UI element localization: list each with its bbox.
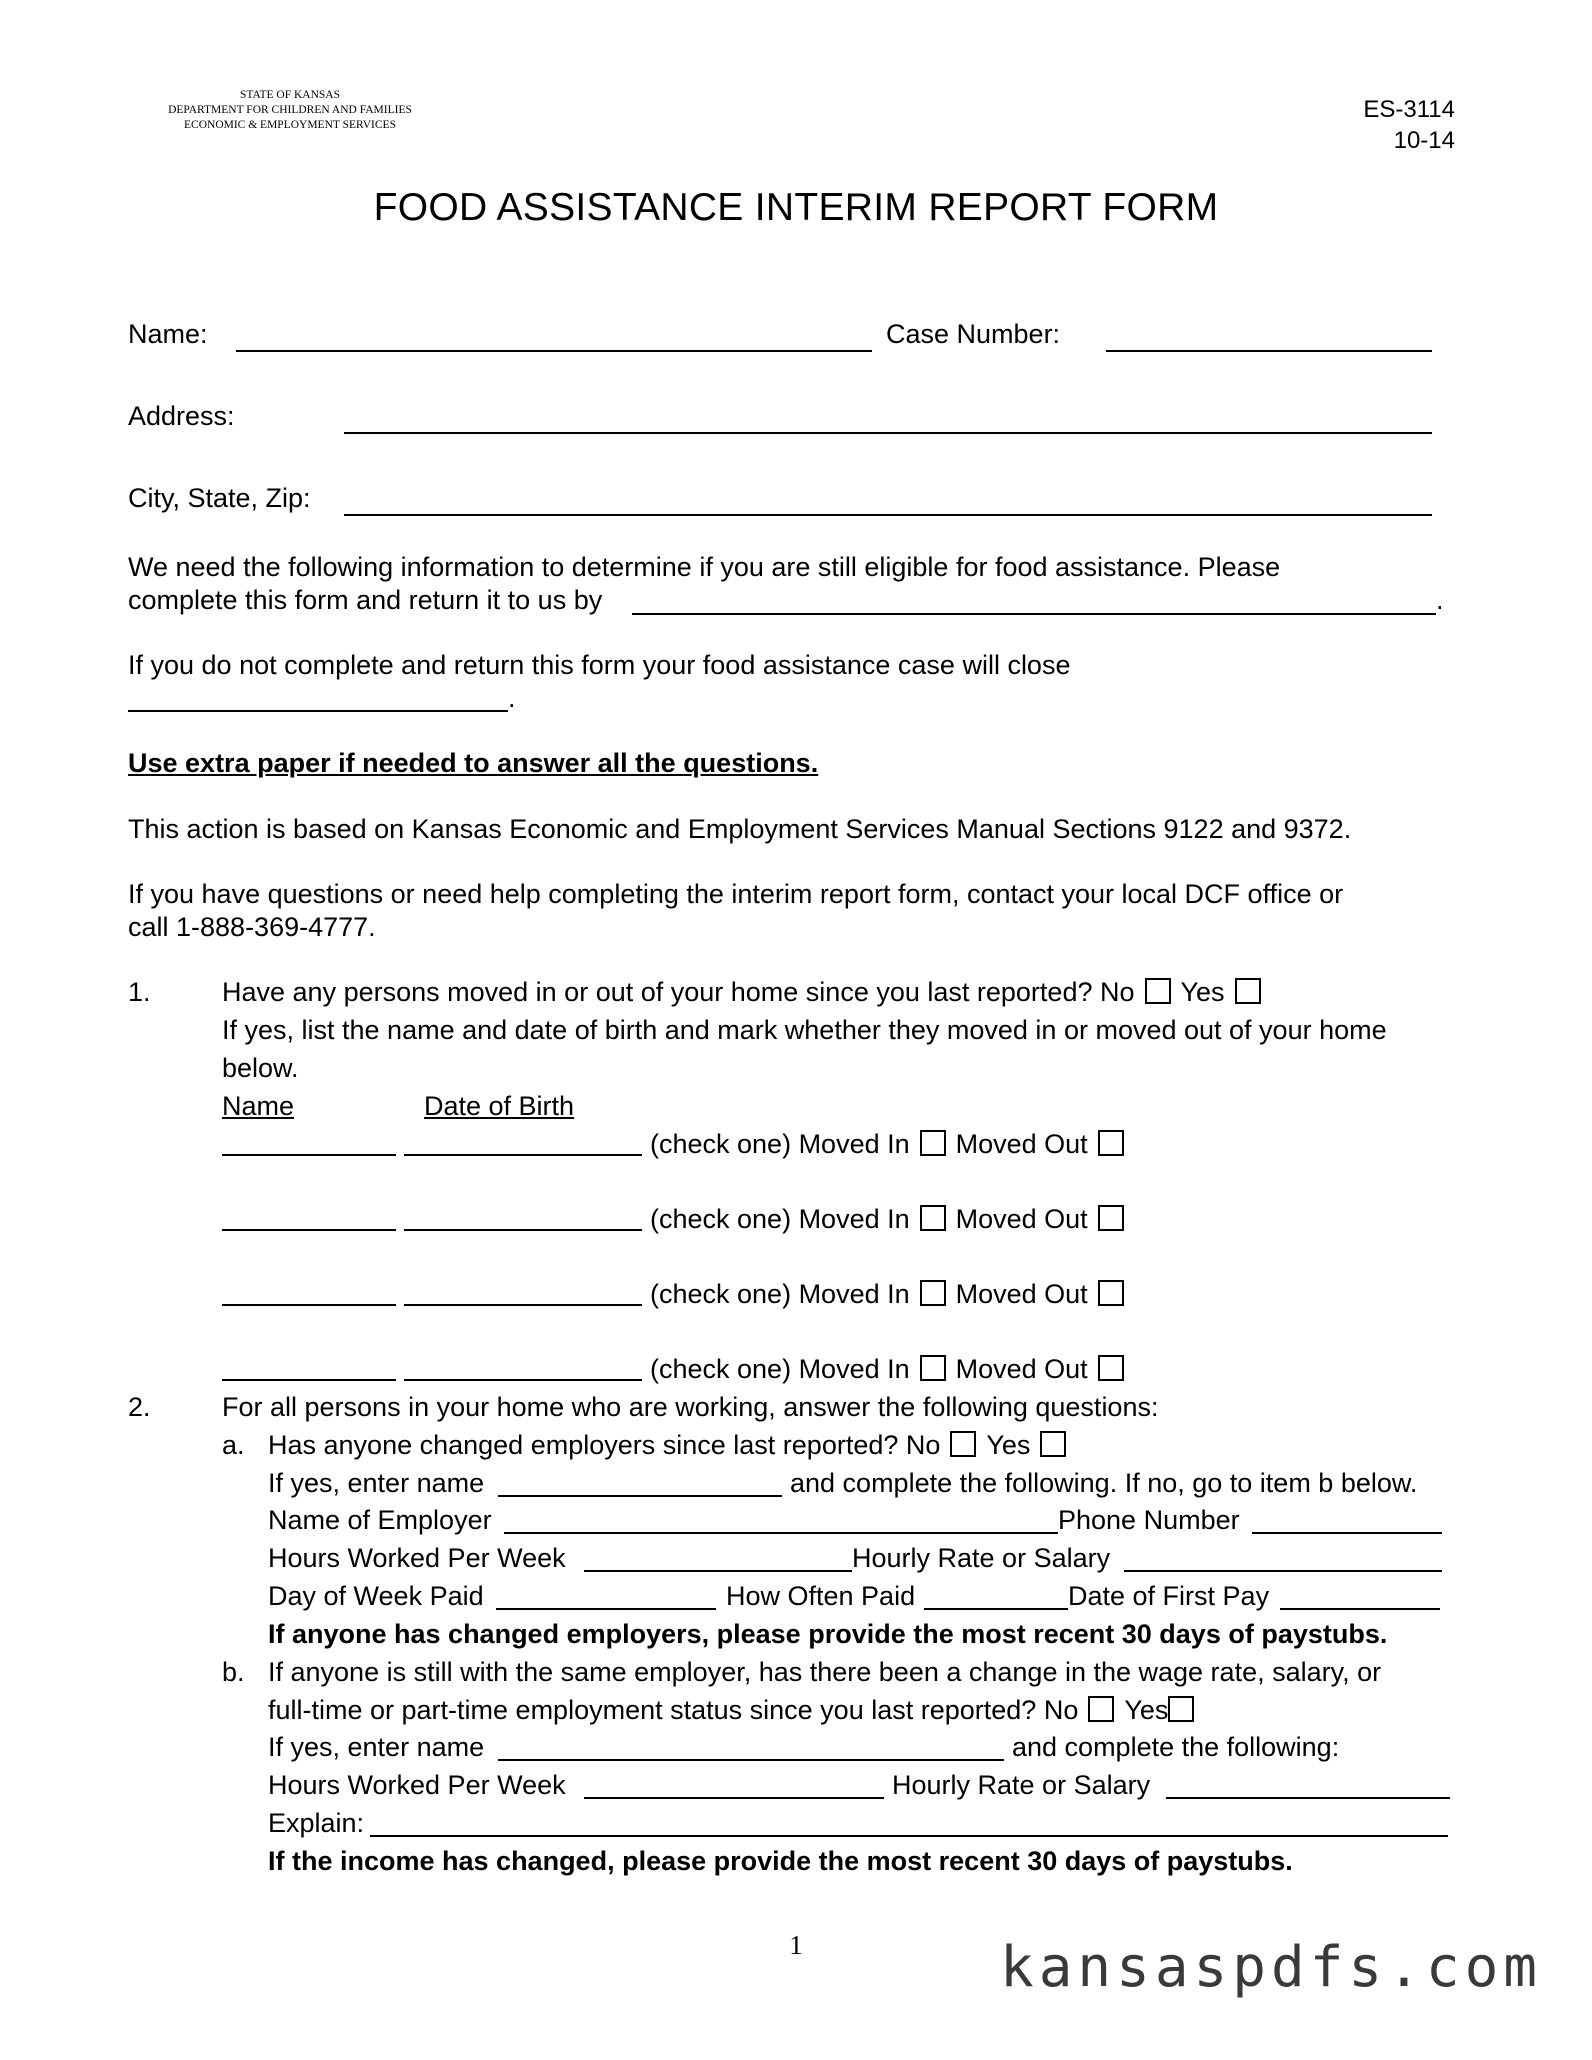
help-text-line1: If you have questions or need help completing the interim report form, contact your local DCF office or [128, 879, 1344, 909]
q2a-question-text: Has anyone changed employers since last reported? No [268, 1430, 941, 1460]
q1-row2-name-field[interactable] [222, 1203, 396, 1231]
q1-row4-name-field[interactable] [222, 1353, 396, 1381]
intro-text-line2: complete this form and return it to us by [128, 585, 603, 615]
agency-division: ECONOMIC & EMPLOYMENT SERVICES [184, 119, 396, 131]
q2a-ifyes-label: If yes, enter name [268, 1468, 485, 1498]
q2a-paystubs-note: If anyone has changed employers, please provide the most recent 30 days of paystubs. [268, 1619, 1388, 1649]
explain-label: Explain: [268, 1808, 365, 1838]
hours-worked-label: Hours Worked Per Week [268, 1543, 566, 1573]
q1-row2-dob-field[interactable] [404, 1203, 642, 1231]
q1-row3-moved-in-label: (check one) Moved In [650, 1279, 910, 1309]
q1-row2-moved-in-label: (check one) Moved In [650, 1204, 910, 1234]
q2b-hours-field[interactable] [584, 1769, 884, 1799]
case-close-date-field[interactable] [128, 682, 508, 712]
agency-header [140, 88, 440, 133]
q2a-yes-label: Yes [986, 1430, 1031, 1460]
q1-instructions-line2: below. [222, 1053, 299, 1083]
employer-name-label: Name of Employer [268, 1505, 492, 1535]
page-title: FOOD ASSISTANCE INTERIM REPORT FORM [373, 186, 1219, 229]
hours-worked-field[interactable] [584, 1542, 852, 1572]
q1-row2-moved-in-checkbox[interactable] [920, 1205, 946, 1231]
q1-question-text: Have any persons moved in or out of your home since you last reported? No [222, 977, 1135, 1007]
q1-no-checkbox[interactable] [1145, 978, 1171, 1004]
form-id [1363, 94, 1455, 156]
q1-row1-check [650, 1128, 1134, 1160]
q2b-no-checkbox[interactable] [1088, 1696, 1114, 1722]
q1-row1-dob-field[interactable] [404, 1128, 642, 1156]
q2a-no-checkbox[interactable] [950, 1431, 976, 1457]
q2b-name-field[interactable] [498, 1731, 1004, 1761]
period-mark: . [508, 683, 516, 713]
case-close-text: If you do not complete and return this form your food assistance case will close [128, 650, 1071, 680]
q1-row2-check [650, 1203, 1134, 1235]
q1-row2-moved-out-checkbox[interactable] [1098, 1205, 1124, 1231]
q1-row3-moved-in-checkbox[interactable] [920, 1280, 946, 1306]
hourly-rate-field[interactable] [1124, 1542, 1442, 1572]
watermark: kansaspdfs.com [999, 1935, 1542, 2000]
q2-number: 2. [128, 1392, 151, 1422]
q1-row3-check [650, 1278, 1134, 1310]
q1-row1-moved-out-label: Moved Out [955, 1129, 1088, 1159]
q1-row3-moved-out-checkbox[interactable] [1098, 1280, 1124, 1306]
q1-row1-moved-in-label: (check one) Moved In [650, 1129, 910, 1159]
q1-row4-check [650, 1353, 1134, 1385]
agency-state: STATE OF KANSAS [239, 89, 341, 101]
q1-col-name: Name [222, 1091, 295, 1121]
q1-row4-moved-out-label: Moved Out [955, 1354, 1088, 1384]
q1-row4-moved-out-checkbox[interactable] [1098, 1355, 1124, 1381]
q1-row4-moved-in-checkbox[interactable] [920, 1355, 946, 1381]
form-date: 10-14 [1393, 127, 1455, 154]
employer-name-field[interactable] [504, 1504, 1058, 1534]
form-number: ES-3114 [1363, 96, 1455, 123]
q1-row3-name-field[interactable] [222, 1278, 396, 1306]
page-number: 1 [789, 1930, 803, 1960]
how-often-field[interactable] [924, 1580, 1068, 1610]
manual-reference-text: This action is based on Kansas Economic and Employment Services Manual Sections 9122 and 9372. [128, 814, 1352, 844]
q2b-ifyes-rest: and complete the following: [1012, 1732, 1340, 1762]
city-state-zip-label: City, State, Zip: [128, 483, 311, 513]
q1-row4-dob-field[interactable] [404, 1353, 642, 1381]
address-label: Address: [128, 401, 235, 431]
q1-row3-dob-field[interactable] [404, 1278, 642, 1306]
q1-row1-moved-in-checkbox[interactable] [920, 1130, 946, 1156]
q1-row1-name-field[interactable] [222, 1128, 396, 1156]
period-mark: . [1436, 585, 1444, 615]
phone-number-field[interactable] [1252, 1504, 1442, 1534]
q2b-paystubs-note: If the income has changed, please provide the most recent 30 days of paystubs. [268, 1846, 1293, 1876]
q1-yes-checkbox[interactable] [1235, 978, 1261, 1004]
q2b-question-text: full-time or part-time employment status since you last reported? No [268, 1695, 1079, 1725]
q2b-yes-label: Yes [1124, 1695, 1169, 1725]
q1-row4-moved-in-label: (check one) Moved In [650, 1354, 910, 1384]
day-paid-label: Day of Week Paid [268, 1581, 484, 1611]
intro-text-line1: We need the following information to determine if you are still eligible for food assistance. Please [128, 552, 1281, 582]
name-field[interactable] [236, 324, 872, 352]
agency-department: DEPARTMENT FOR CHILDREN AND FAMILIES [168, 104, 412, 116]
q2b-yes-checkbox[interactable] [1168, 1696, 1194, 1722]
q2a-name-field[interactable] [498, 1467, 782, 1497]
hourly-rate-label: Hourly Rate or Salary [852, 1543, 1111, 1573]
help-text-line2: call 1-888-369-4777. [128, 912, 376, 942]
q2-intro: For all persons in your home who are working, answer the following questions: [222, 1392, 1159, 1422]
phone-number-label: Phone Number [1058, 1505, 1240, 1535]
case-number-label: Case Number: [886, 319, 1061, 349]
how-often-label: How Often Paid [726, 1581, 916, 1611]
name-label: Name: [128, 319, 208, 349]
q2b-hours-label: Hours Worked Per Week [268, 1770, 566, 1800]
address-field[interactable] [344, 406, 1432, 434]
q2b-rate-label: Hourly Rate or Salary [892, 1770, 1151, 1800]
explain-field[interactable] [370, 1807, 1448, 1837]
first-pay-label: Date of First Pay [1068, 1581, 1270, 1611]
extra-paper-note: Use extra paper if needed to answer all the questions. [128, 748, 819, 778]
day-paid-field[interactable] [496, 1580, 716, 1610]
q1-row1-moved-out-checkbox[interactable] [1098, 1130, 1124, 1156]
q2a-ifyes-rest: and complete the following. If no, go to item b below. [790, 1468, 1418, 1498]
q2b-rate-field[interactable] [1166, 1769, 1450, 1799]
q1-row3-moved-out-label: Moved Out [955, 1279, 1088, 1309]
first-pay-field[interactable] [1280, 1580, 1440, 1610]
q1-row2-moved-out-label: Moved Out [955, 1204, 1088, 1234]
q2b-question-line1: If anyone is still with the same employer, has there been a change in the wage rate, salary, or [268, 1657, 1382, 1687]
q2a-letter: a. [222, 1430, 245, 1460]
q2b-letter: b. [222, 1657, 245, 1687]
case-number-field[interactable] [1106, 324, 1432, 352]
q2b-ifyes-label: If yes, enter name [268, 1732, 485, 1762]
q1-yes-label: Yes [1180, 977, 1225, 1007]
return-by-date-field[interactable] [632, 586, 1436, 615]
q2b-question-line2 [268, 1694, 1204, 1726]
q1-number: 1. [128, 977, 151, 1007]
q1-question [222, 976, 1271, 1008]
q2a-yes-checkbox[interactable] [1040, 1431, 1066, 1457]
q2a-question [268, 1429, 1076, 1461]
q1-instructions-line1: If yes, list the name and date of birth and mark whether they moved in or moved out of your home [222, 1015, 1387, 1045]
q1-col-dob: Date of Birth [424, 1091, 575, 1121]
city-state-zip-field[interactable] [344, 488, 1432, 516]
